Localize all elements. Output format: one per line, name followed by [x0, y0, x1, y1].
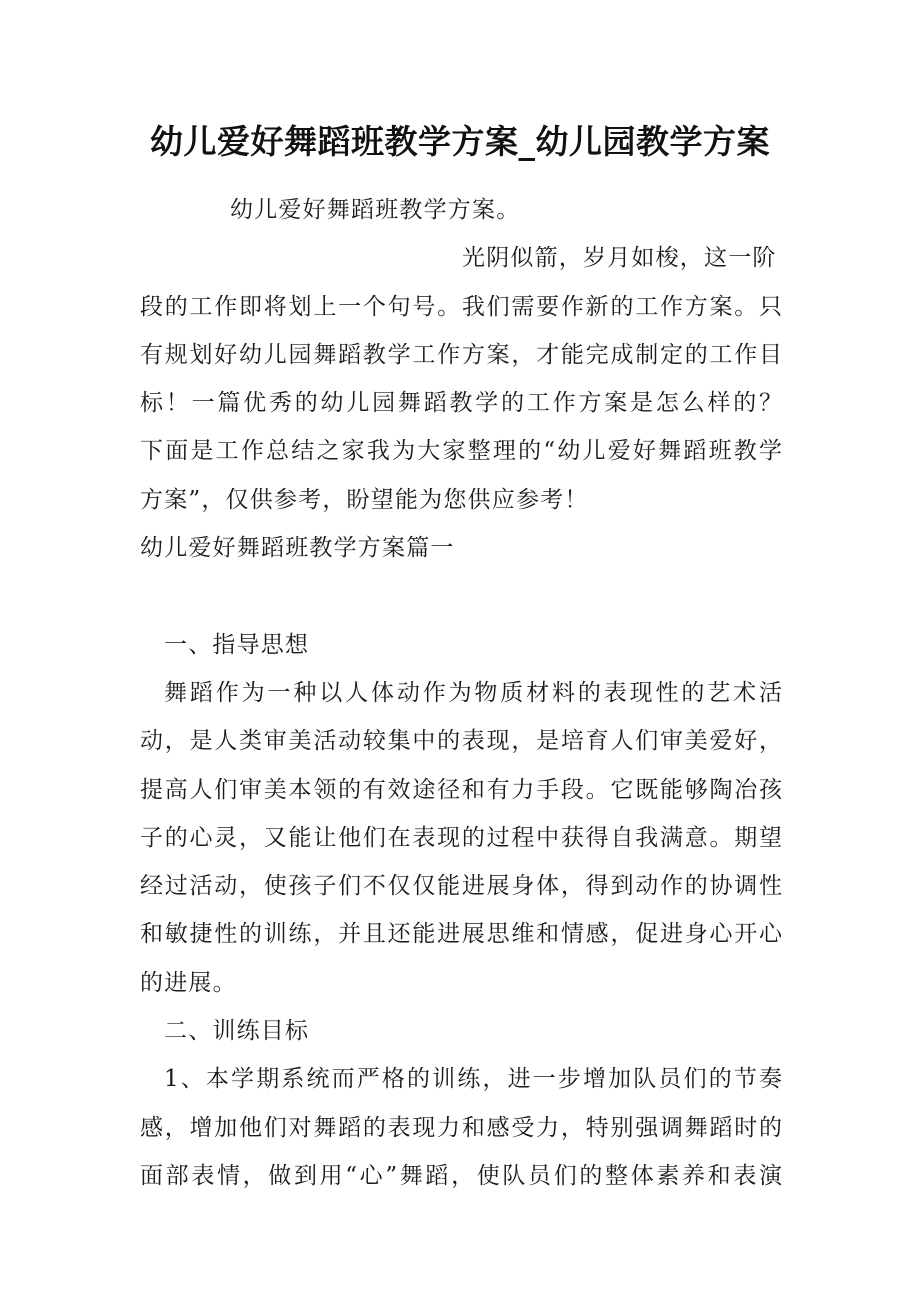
document-subtitle: 幼儿爱好舞蹈班教学方案。: [230, 197, 521, 223]
intro-line: 有规划好幼儿园舞蹈教学工作方案，才能完成制定的工作目: [140, 341, 782, 368]
blank-line: [140, 572, 782, 620]
intro-line: 标！一篇优秀的幼儿园舞蹈教学的工作方案是怎么样的？: [140, 390, 782, 417]
section2-line: 感，增加他们对舞蹈的表现力和感受力，特别强调舞蹈时的: [140, 1114, 782, 1141]
section1-line: 提高人们审美本领的有效途径和有力手段。它既能够陶冶孩: [140, 776, 782, 803]
section1-line: 经过活动，使孩子们不仅仅能进展身体，得到动作的协调性: [140, 873, 782, 900]
section-heading-guiding-ideology: 一、指导思想: [164, 631, 310, 658]
section1-line: 子的心灵，又能让他们在表现的过程中获得自我满意。期望: [140, 824, 782, 851]
intro-line: 光阴似箭，岁月如梭，这一阶: [462, 245, 777, 272]
section2-line: 1、本学期系统而严格的训练，进一步增加队员们的节奏: [164, 1066, 782, 1093]
section1-line: 的进展。: [140, 969, 237, 996]
section-heading-training-goals: 二、训练目标: [164, 1018, 310, 1045]
section1-line: 动，是人类审美活动较集中的表现，是培育人们审美爱好，: [140, 728, 782, 755]
intro-line: 段的工作即将划上一个句号。我们需要作新的工作方案。只: [140, 293, 782, 320]
section1-line: 和敏捷性的训练，并且还能进展思维和情感，促进身心开心: [140, 921, 782, 948]
intro-line: 下面是工作总结之家我为大家整理的“幼儿爱好舞蹈班教学: [140, 438, 782, 465]
section2-line: 面部表情，做到用“心”舞蹈，使队员们的整体素养和表演: [140, 1162, 782, 1189]
section1-line: 舞蹈作为一种以人体动作为物质材料的表现性的艺术活: [164, 679, 782, 706]
intro-line: 方案”，仅供参考，盼望能为您供应参考！: [140, 486, 589, 513]
document-body: [140, 186, 782, 1200]
part-heading: 幼儿爱好舞蹈班教学方案篇一: [140, 535, 455, 562]
document-title: 幼儿爱好舞蹈班教学方案_幼儿园教学方案: [150, 122, 770, 161]
